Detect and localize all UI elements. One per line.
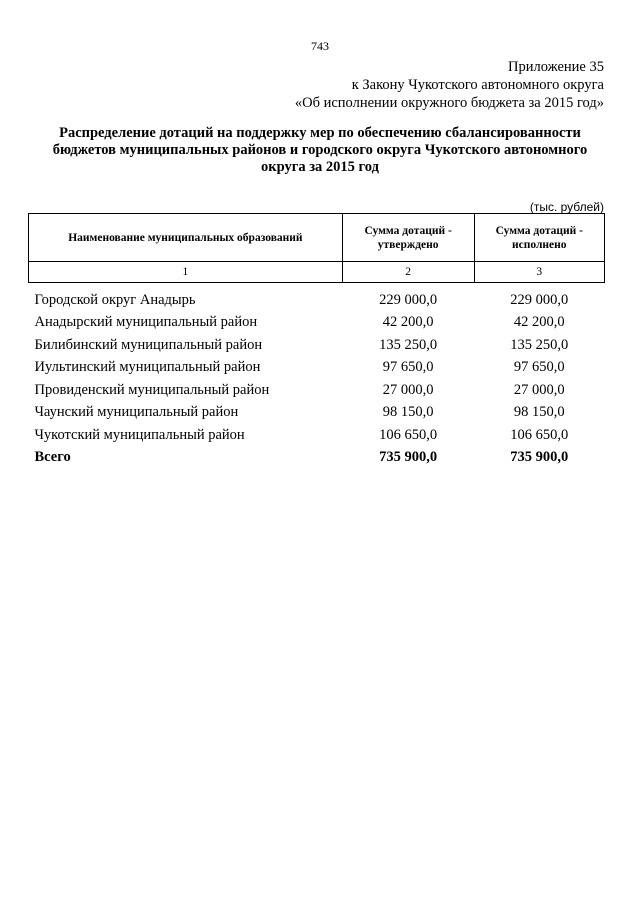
header-approved-line-2: утверждено [377, 238, 439, 251]
column-number-1: 1 [29, 262, 343, 283]
row-executed: 27 000,0 [513, 381, 565, 398]
row-name: Провиденский муниципальный район [34, 381, 270, 398]
header-name-label: Наименование муниципальных образований [68, 231, 303, 244]
header-executed [474, 214, 604, 262]
row-approved: 135 250,0 [379, 336, 438, 353]
row-executed: 98 150,0 [513, 404, 565, 421]
row-name: Билибинский муниципальный район [34, 336, 263, 353]
row-approved: 98 150,0 [382, 404, 434, 421]
column-number-3: 3 [474, 262, 604, 283]
row-name: Анадырский муниципальный район [34, 314, 258, 331]
header-executed-line-1: Сумма дотаций - [495, 224, 583, 237]
units-label: (тыс. рублей) [529, 200, 604, 214]
row-name: Городской округ Анадырь [34, 291, 196, 308]
table-row [29, 283, 605, 312]
table-row [29, 312, 605, 335]
row-name: Чаунский муниципальный район [34, 404, 239, 421]
total-approved: 735 900,0 [379, 449, 438, 466]
total-row [29, 447, 605, 470]
row-name: Иультинский муниципальный район [34, 359, 261, 376]
document-title-line-2: бюджетов муниципальных районов и городского округа Чукотского автономного [52, 142, 588, 158]
table-row [29, 379, 605, 402]
table-row [29, 334, 605, 357]
row-approved: 229 000,0 [379, 291, 438, 308]
appendix-line-1: Приложение 35 [508, 59, 604, 75]
row-executed: 97 650,0 [513, 359, 565, 376]
row-approved: 97 650,0 [382, 359, 434, 376]
header-executed-line-2: исполнено [512, 238, 567, 251]
column-number-2: 2 [342, 262, 474, 283]
row-approved: 42 200,0 [382, 314, 434, 331]
table-row [29, 424, 605, 447]
table-row [29, 357, 605, 380]
appendix-header [295, 58, 604, 112]
header-name [29, 214, 343, 262]
document-title [30, 125, 610, 176]
row-executed: 229 000,0 [510, 291, 569, 308]
row-approved: 106 650,0 [379, 426, 438, 443]
appendix-line-2: к Закону Чукотского автономного округа [351, 77, 604, 93]
header-approved [342, 214, 474, 262]
document-title-line-1: Распределение дотаций на поддержку мер по обеспечению сбалансированности [59, 125, 581, 141]
document-title-line-3: округа за 2015 год [261, 159, 379, 175]
column-number-row [29, 262, 605, 283]
row-approved: 27 000,0 [382, 381, 434, 398]
appendix-line-3: «Об исполнении окружного бюджета за 2015 год» [294, 95, 604, 111]
table-header-row [29, 214, 605, 262]
table-row [29, 402, 605, 425]
row-executed: 42 200,0 [513, 314, 565, 331]
row-executed: 106 650,0 [510, 426, 569, 443]
header-approved-line-1: Сумма дотаций - [364, 224, 452, 237]
row-executed: 135 250,0 [510, 336, 569, 353]
total-label: Всего [34, 449, 71, 466]
subsidy-table [28, 213, 605, 469]
page-number: 743 [311, 39, 329, 53]
total-executed: 735 900,0 [510, 449, 569, 466]
row-name: Чукотский муниципальный район [34, 426, 245, 443]
